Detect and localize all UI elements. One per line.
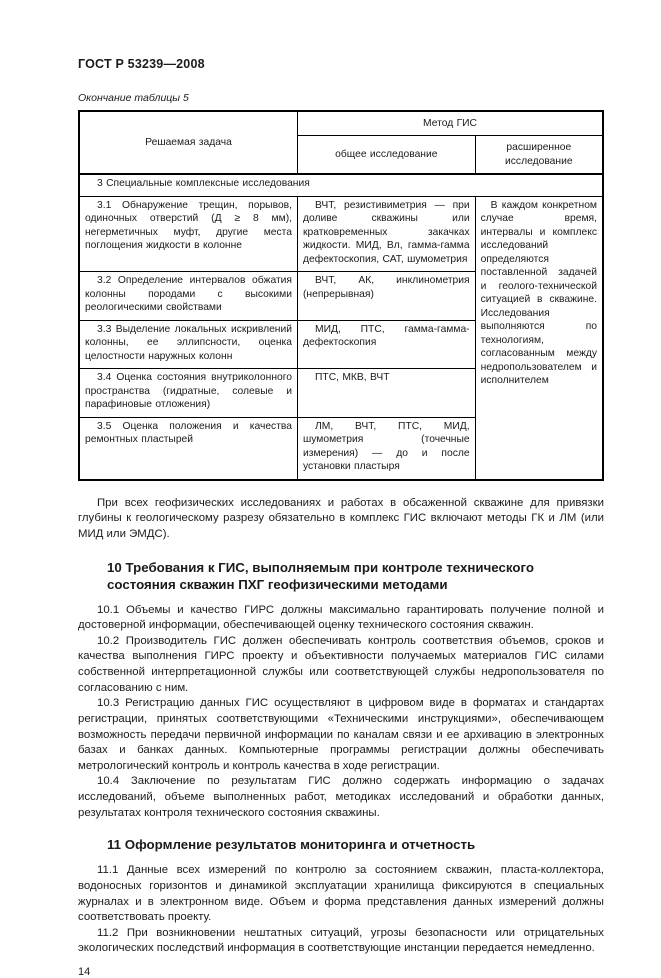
page-number: 14 bbox=[78, 966, 91, 978]
extended-note-cell: В каждом конкретном случае время, интервалы и комплекс исследований определяются поставленной задачей и геолого-технической ситуацией в скважине. Исследования выполняются по технологиям, согласованным между недропользователем и исполнителем bbox=[475, 196, 603, 479]
paragraph-10-3: 10.3 Регистрацию данных ГИС осуществляют в цифровом виде в форматах и стандартах регистрации, принятых соответствующими «Техническими инструкциями», обеспечивающем возможность передачи первичной информации по каналам связи и ее архивацию в электронных базах и банках данных. Компьютерные программы регистрации должны обеспечивать метрологический контроль и контроль качества в ходе регистрации. bbox=[78, 697, 604, 772]
task-cell: 3.4 Оценка состояния внутриколонного пространства (гидратные, солевые и парафиновые отложения) bbox=[79, 369, 298, 417]
gis-methods-table bbox=[78, 110, 604, 481]
task-cell: 3.3 Выделение локальных искривлений колонны, ее эллипсности, оценка целостности наружных колонн bbox=[79, 320, 298, 368]
task-cell: 3.1 Обнаружение трещин, порывов, одиночных отверстий (Д ≥ 8 мм), негерметичных муфт, другие места поглощения жидкости в колонне bbox=[79, 196, 298, 271]
table-header-row-1 bbox=[79, 111, 603, 136]
paragraph-10-1: 10.1 Объемы и качество ГИРС должны максимально гарантировать получение полной и достоверной информации, обеспечивающей оценку технического состояния скважин. bbox=[78, 603, 604, 632]
document-code: ГОСТ Р 53239—2008 bbox=[78, 57, 205, 71]
section-10-title: 10 Требования к ГИС, выполняемым при контроле технического состояния скважин ПХГ геофизическими методами bbox=[107, 559, 534, 592]
general-method-cell: ЛМ, ВЧТ, ПТС, МИД, шумометрия (точечные измерения) — до и после установки пластыря bbox=[298, 417, 476, 479]
page-content bbox=[78, 57, 604, 978]
paragraph-after-table: При всех геофизических исследованиях и работах в обсаженной скважине для привязки глубины к геологическому разрезу обязательно в комплекс ГИС включают методы ГК и ЛМ (или МИД или ЭМДС). bbox=[78, 496, 604, 540]
general-method-cell: ВЧТ, резистивиметрия — при доливе скважины или кратковременных закачках жидкости. МИД, Вл, гамма-гамма дефектоскопия, САТ, шумометрия bbox=[298, 196, 476, 271]
col-header-task: Решаемая задача bbox=[79, 111, 298, 174]
paragraph-11-1: 11.1 Данные всех измерений по контролю за состоянием скважин, пласта-коллектора, водоносных горизонтов и динамикой эксплуатации хранилища фиксируются в специальных журналах и в электронном виде. Объем и форма представления данных измерений должны соответствовать проекту. bbox=[78, 864, 604, 924]
col-header-extended: расширенное исследование bbox=[475, 136, 603, 174]
paragraph-10-4: 10.4 Заключение по результатам ГИС должно содержать информацию о задачах исследований, объеме выполненных работ, методиках исследований и обработки данных, результатах контроля технического состояния скважины. bbox=[78, 775, 604, 819]
general-method-cell: МИД, ПТС, гамма-гамма-дефектоскопия bbox=[298, 320, 476, 368]
paragraph-11-2: 11.2 При возникновении нештатных ситуаций, угрозы безопасности или отрицательных экологических последствий информация в соответствующие инстанции передается немедленно. bbox=[78, 926, 604, 955]
general-method-cell: ВЧТ, АК, инклинометрия (непрерывная) bbox=[298, 272, 476, 320]
section-11-title: 11 Оформление результатов мониторинга и отчетность bbox=[107, 837, 476, 853]
col-header-general: общее исследование bbox=[298, 136, 476, 174]
section-row-label: 3 Специальные комплексные исследования bbox=[79, 174, 603, 196]
table-row-3-1 bbox=[79, 196, 603, 271]
general-method-cell: ПТС, МКВ, ВЧТ bbox=[298, 369, 476, 417]
task-cell: 3.5 Оценка положения и качества ремонтных пластырей bbox=[79, 417, 298, 479]
table-section-row bbox=[79, 174, 603, 196]
paragraph-10-2: 10.2 Производитель ГИС должен обеспечивать контроль соответствия объемов, сроков и качества выполнения ГИРС проекту и объективности получаемых материалов ГИС силами собственной интерпретационной службы или соответствующей службы недропользователя по согласованию с ним. bbox=[78, 634, 604, 694]
col-header-method-group: Метод ГИС bbox=[298, 111, 604, 136]
table-caption: Окончание таблицы 5 bbox=[78, 92, 189, 104]
task-cell: 3.2 Определение интервалов обжатия колонны породами с высокими реологическими свойствами bbox=[79, 272, 298, 320]
